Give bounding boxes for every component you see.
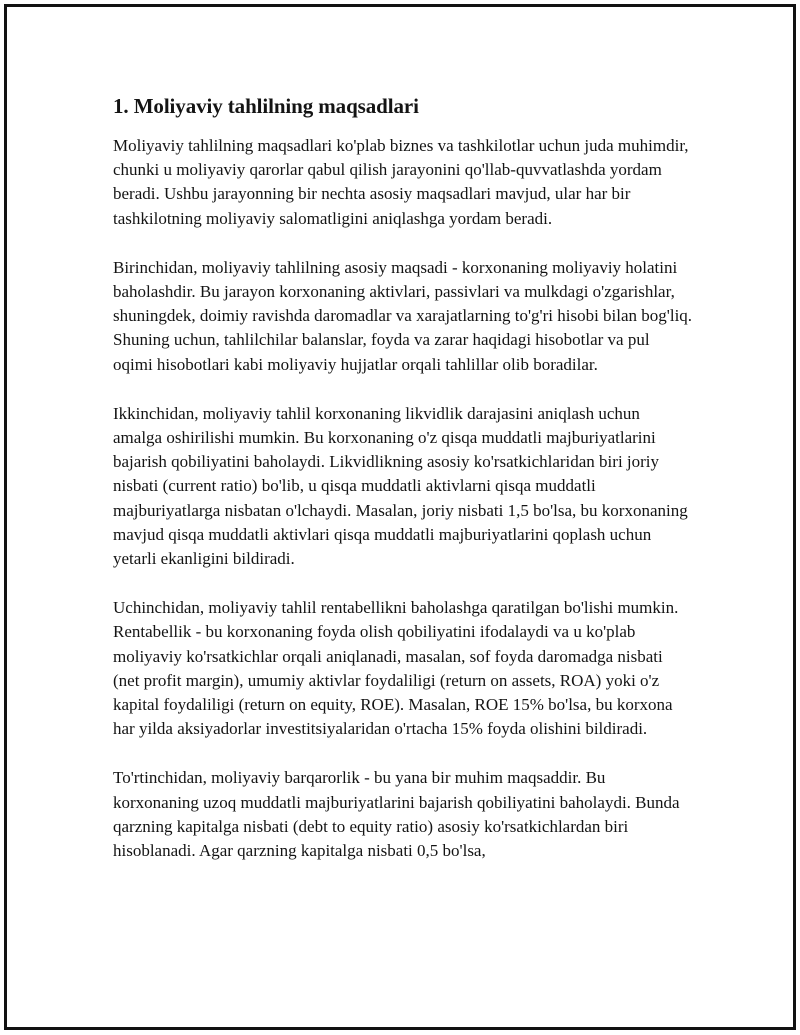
paragraph-first-goal: Birinchidan, moliyaviy tahlilning asosiy maqsadi - korxonaning moliyaviy holatini baholashdir. Bu jarayon korxonaning aktivlari, passivlari va mulkdagi o'zgarishlar, shuningdek, doimiy ravishda daromadlar va xarajatlarning to'g'ri hisobi bilan bog'liq. Shuning uchun, tahlilchilar balanslar, foyda va zarar haqidagi hisobotlar va pul oqimi hisobotlari kabi moliyaviy hujjatlar orqali tahlillar olib boradilar. — [113, 257, 693, 374]
paragraph-third-goal: Uchinchidan, moliyaviy tahlil rentabellikni baholashga qaratilgan bo'lishi mumkin. Rentabellik - bu korxonaning foyda olish qobiliyatini ifodalaydi va u ko'plab moliyaviy ko'rsatkichlar orqali aniqlanadi, masalan, sof foyda daromadga nisbati (net profit margin), umumiy aktivlar foydaliligi (return on assets, ROA) yoki o'z kapital foydaliligi (return on equity, ROE). Masalan, ROE 15% bo'lsa, bu korxona har yilda aksiyadorlar investitsiyalaridan o'rtacha 15% foyda olishini bildiradi. — [113, 598, 679, 739]
document-body — [113, 92, 693, 888]
paragraph-intro: Moliyaviy tahlilning maqsadlari ko'plab biznes va tashkilotlar uchun juda muhimdir, chunki u moliyaviy qarorlar qabul qilish jarayonini qo'llab-quvvatlashda yordam beradi. Ushbu jarayonning bir nechta asosiy maqsadlari mavjud, ular har bir tashkilotning moliyaviy salomatligini aniqlashga yordam beradi. — [113, 136, 689, 228]
section-heading: 1. Moliyaviy tahlilning maqsadlari — [113, 94, 419, 118]
paragraph-fourth-goal: To'rtinchidan, moliyaviy barqarorlik - bu yana bir muhim maqsaddir. Bu korxonaning uzoq muddatli majburiyatlarini bajarish qobiliyatini baholaydi. Bunda qarzning kapitalga nisbati (debt to equity ratio) asosiy ko'rsatkichlardan biri hisoblanadi. Agar qarzning kapitalga nisbati 0,5 bo'lsa, — [113, 768, 680, 861]
paragraph-second-goal: Ikkinchidan, moliyaviy tahlil korxonaning likvidlik darajasini aniqlash uchun amalga oshirilishi mumkin. Bu korxonaning o'z qisqa muddatli majburiyatlarini bajarish qobiliyatini baholaydi. Likvidlikning asosiy ko'rsatkichlaridan biri joriy nisbati (current ratio) bo'lib, u qisqa muddatli aktivlarni qisqa muddatli majburiyatlarga nisbatan o'lchaydi. Masalan, joriy nisbati 1,5 bo'lsa, bu korxonaning mavjud qisqa muddatli aktivlari qisqa muddatli majburiyatlarini qoplash uchun yetarli ekanligini bildiradi. — [113, 403, 688, 569]
